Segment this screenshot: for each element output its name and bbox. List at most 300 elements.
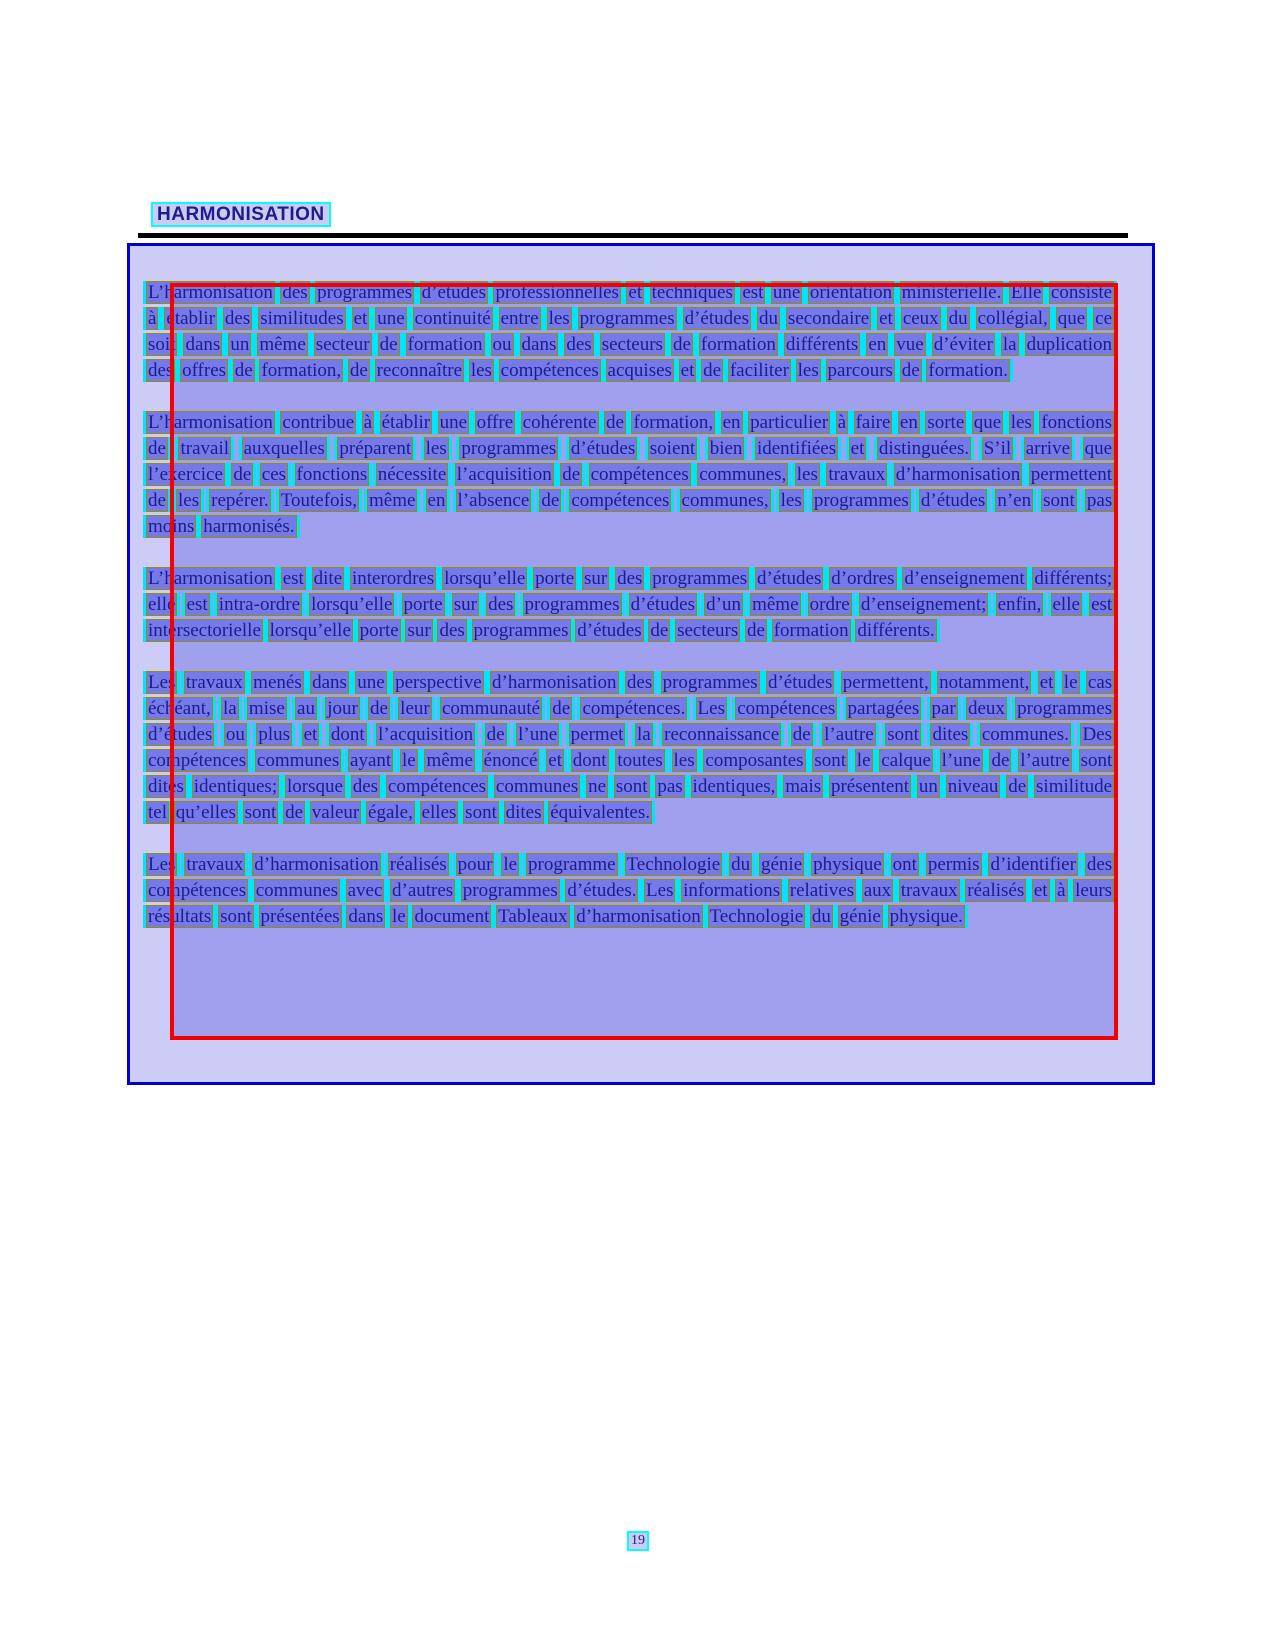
ocr-word-highlight: Technologie — [626, 854, 721, 875]
ocr-word-highlight: dont — [572, 750, 607, 771]
ocr-word-highlight: compétences — [571, 490, 670, 511]
ocr-word-highlight: de — [606, 412, 624, 433]
ocr-word-highlight: d’harmonisation — [895, 464, 1021, 485]
ocr-word-highlight: des — [439, 620, 465, 641]
ocr-word-highlight: mise — [248, 698, 285, 719]
ocr-word-highlight: et — [680, 360, 695, 381]
ocr-word-highlight: programme — [528, 854, 616, 875]
ocr-word-highlight: sont — [244, 802, 277, 823]
ocr-word-highlight: Technologie — [709, 906, 804, 927]
ocr-word-highlight: de — [1008, 776, 1027, 797]
ocr-word-highlight: calque — [881, 750, 931, 771]
ocr-word-highlight: dites — [505, 802, 542, 823]
ocr-word-highlight: valeur — [311, 802, 360, 823]
ocr-word-highlight: dans — [348, 906, 384, 927]
ocr-word-highlight: travail — [180, 438, 230, 459]
ocr-word-highlight: entre — [500, 308, 539, 329]
ocr-word-highlight: présentent — [830, 776, 910, 797]
ocr-word-highlight: le — [1063, 672, 1078, 693]
ocr-word-highlight: l’absence — [457, 490, 530, 511]
ocr-word-highlight: ou — [225, 724, 245, 745]
ocr-word-highlight: communauté — [441, 698, 541, 719]
title-underline-rule — [138, 233, 1128, 238]
ocr-word-highlight: distinguées. — [878, 438, 970, 459]
ocr-word-highlight: différents — [785, 334, 859, 355]
ocr-word-highlight: de — [991, 750, 1010, 771]
ocr-word-highlight: Les — [697, 698, 725, 719]
ocr-word-highlight: sont — [1043, 490, 1075, 511]
ocr-word-highlight: est — [742, 282, 764, 303]
ocr-word-highlight: acquises — [607, 360, 672, 381]
ocr-word-highlight: l’acquisition — [378, 724, 474, 745]
ocr-word-highlight: en — [868, 334, 887, 355]
ocr-word-highlight: la — [1002, 334, 1017, 355]
ocr-word-highlight: établir — [381, 412, 431, 433]
ocr-word-highlight: contribue — [282, 412, 355, 433]
ocr-word-highlight: compétences — [387, 776, 487, 797]
ocr-word-highlight: d’études — [570, 438, 636, 459]
ocr-word-highlight: sont — [887, 724, 919, 745]
ocr-word-highlight: reconnaître — [376, 360, 463, 381]
ocr-word-highlight: dans — [185, 334, 221, 355]
ocr-word-highlight: secteur — [315, 334, 370, 355]
ocr-word-highlight: communes, — [681, 490, 769, 511]
ocr-word-highlight: compétences — [500, 360, 599, 381]
ocr-word-highlight: porte — [403, 594, 443, 615]
ocr-word-highlight: du — [758, 308, 778, 329]
ocr-word-highlight: que — [1084, 438, 1113, 459]
ocr-word-highlight: secondaire — [787, 308, 870, 329]
ocr-word-highlight: en — [722, 412, 741, 433]
ocr-word-highlight: et — [879, 308, 893, 329]
ocr-word-highlight: et — [850, 438, 865, 459]
ocr-word-highlight: jour — [327, 698, 358, 719]
ocr-word-highlight: ordre — [809, 594, 850, 615]
ocr-word-highlight: fonctions — [1041, 412, 1113, 433]
ocr-word-highlight: la — [222, 698, 237, 719]
ocr-word-highlight: particulier — [750, 412, 829, 433]
ocr-word-highlight: collégial, — [977, 308, 1048, 329]
paragraph — [146, 670, 1114, 826]
ocr-word-highlight: une — [772, 282, 801, 303]
ocr-word-highlight: des — [617, 568, 643, 589]
ocr-word-highlight: programmes — [662, 672, 758, 693]
ocr-word-highlight: de — [285, 802, 304, 823]
ocr-word-highlight: ce — [1095, 308, 1113, 329]
ocr-word-highlight: qu’elles — [175, 802, 236, 823]
ocr-word-highlight: Les — [148, 854, 176, 875]
ocr-word-highlight: dites — [148, 776, 184, 797]
ocr-word-highlight: travaux — [185, 672, 243, 693]
ocr-word-highlight: les — [780, 490, 802, 511]
ocr-word-highlight: à — [148, 308, 157, 329]
ocr-word-highlight: intersectorielle — [148, 620, 261, 641]
ocr-word-highlight: d’harmonisation — [254, 854, 379, 875]
ocr-word-highlight: d’études — [421, 282, 486, 303]
ocr-word-highlight: travaux — [828, 464, 886, 485]
ocr-word-highlight: le — [503, 854, 518, 875]
ocr-word-highlight: faire — [855, 412, 891, 433]
ocr-word-highlight: différents; — [1034, 568, 1113, 589]
ocr-word-highlight: programmes — [462, 880, 558, 901]
ocr-word-highlight: en — [427, 490, 446, 511]
ocr-word-highlight: lorsqu’elle — [311, 594, 393, 615]
ocr-word-highlight: d’enseignement; — [860, 594, 987, 615]
ocr-word-highlight: programmes — [652, 568, 748, 589]
ocr-word-highlight: Des — [1082, 724, 1112, 745]
ocr-word-highlight: formation — [700, 334, 776, 355]
ocr-word-highlight: dans — [521, 334, 557, 355]
ocr-word-highlight: d’éviter — [933, 334, 993, 355]
ocr-word-highlight: dans — [312, 672, 347, 693]
ocr-word-highlight: programmes — [317, 282, 413, 303]
ocr-word-highlight: compétences — [737, 698, 836, 719]
ocr-word-highlight: d’études — [630, 594, 696, 615]
ocr-word-highlight: continuité — [414, 308, 491, 329]
ocr-word-highlight: lorsque — [286, 776, 343, 797]
ocr-word-highlight: et — [548, 750, 562, 771]
ocr-word-highlight: fonctions — [296, 464, 368, 485]
ocr-word-highlight: offre — [476, 412, 514, 433]
ocr-word-highlight: présentées — [260, 906, 340, 927]
ocr-word-highlight: d’identifier — [990, 854, 1076, 875]
ocr-word-highlight: repérer. — [211, 490, 269, 511]
ocr-word-highlight: permet — [570, 724, 624, 745]
ocr-word-highlight: une — [377, 308, 405, 329]
ocr-word-highlight: informations — [683, 880, 781, 901]
ocr-word-highlight: de — [747, 620, 765, 641]
ocr-word-highlight: Les — [646, 880, 674, 901]
ocr-word-highlight: vue — [896, 334, 924, 355]
ocr-word-highlight: les — [470, 360, 492, 381]
ocr-word-highlight: programmes — [813, 490, 909, 511]
ocr-word-highlight: L’harmonisation — [148, 412, 273, 433]
ocr-word-highlight: est — [282, 568, 304, 589]
ocr-word-highlight: à — [1057, 880, 1066, 901]
ocr-word-highlight: est — [186, 594, 208, 615]
page-number: 19 — [627, 1531, 649, 1551]
ocr-word-highlight: de — [650, 620, 669, 641]
ocr-word-highlight: programmes — [1017, 698, 1113, 719]
ocr-word-highlight: communes — [256, 750, 340, 771]
ocr-word-highlight: une — [439, 412, 468, 433]
ocr-word-highlight: que — [1057, 308, 1086, 329]
ocr-word-highlight: communes — [255, 880, 339, 901]
ocr-word-highlight: menés — [253, 672, 302, 693]
ocr-word-highlight: de — [349, 360, 368, 381]
ocr-word-highlight: composantes — [705, 750, 804, 771]
ocr-word-highlight: la — [636, 724, 651, 745]
ocr-word-highlight: porte — [535, 568, 575, 589]
ocr-word-highlight: notamment, — [939, 672, 1030, 693]
ocr-word-highlight: orientation — [809, 282, 893, 303]
ocr-word-highlight: d’études — [148, 724, 213, 745]
ocr-word-highlight: S’il — [983, 438, 1012, 459]
ocr-word-highlight: Elle — [1010, 282, 1042, 303]
ocr-word-highlight: sont — [615, 776, 648, 797]
ocr-word-highlight: le — [401, 750, 416, 771]
ocr-word-highlight: même — [752, 594, 799, 615]
ocr-word-highlight: ne — [588, 776, 606, 797]
ocr-word-highlight: sont — [465, 802, 497, 823]
ocr-word-highlight: arrive — [1025, 438, 1071, 459]
ocr-word-highlight: d’études — [757, 568, 822, 589]
ocr-word-highlight: de — [148, 490, 166, 511]
ocr-word-highlight: communes, — [699, 464, 787, 485]
ocr-word-highlight: compétences. — [582, 698, 686, 719]
ocr-word-highlight: techniques — [651, 282, 733, 303]
ocr-word-highlight: enfin, — [997, 594, 1042, 615]
ocr-word-highlight: d’autres — [392, 880, 454, 901]
ocr-word-highlight: de — [672, 334, 691, 355]
ocr-word-highlight: leurs — [1075, 880, 1113, 901]
ocr-word-highlight: formation — [407, 334, 483, 355]
ocr-word-highlight: reconnaissance — [664, 724, 780, 745]
ocr-word-highlight: sont — [1080, 750, 1113, 771]
ocr-word-highlight: de — [148, 438, 166, 459]
ocr-word-highlight: secteurs — [601, 334, 663, 355]
ocr-word-highlight: elle — [1052, 594, 1080, 615]
ocr-word-highlight: les — [178, 490, 200, 511]
text-layer — [146, 280, 1114, 930]
ocr-word-highlight: soient — [649, 438, 696, 459]
ocr-word-highlight: communes — [495, 776, 579, 797]
ocr-word-highlight: d’études — [577, 620, 642, 641]
ocr-word-highlight: compétences — [148, 750, 247, 771]
ocr-word-highlight: aux — [863, 880, 892, 901]
ocr-word-highlight: dites — [932, 724, 969, 745]
ocr-word-highlight: moins — [148, 516, 195, 537]
ocr-word-highlight: de — [486, 724, 505, 745]
ocr-word-highlight: d’un — [706, 594, 741, 615]
ocr-word-highlight: lorsqu’elle — [444, 568, 526, 589]
ocr-word-highlight: en — [899, 412, 918, 433]
ocr-word-highlight: des — [282, 282, 308, 303]
ocr-word-highlight: d’enseignement — [904, 568, 1025, 589]
ocr-word-highlight: identiques; — [193, 776, 278, 797]
ocr-word-highlight: identiques, — [692, 776, 776, 797]
ocr-word-highlight: de — [234, 360, 253, 381]
ocr-word-highlight: intra-ordre — [218, 594, 301, 615]
ocr-word-highlight: l’autre — [1020, 750, 1070, 771]
ocr-word-highlight: est — [1091, 594, 1113, 615]
ocr-word-highlight: d’harmonisation — [492, 672, 617, 693]
ocr-word-highlight: préparent — [339, 438, 412, 459]
ocr-word-highlight: elles — [421, 802, 457, 823]
ocr-word-highlight: que — [973, 412, 1002, 433]
ocr-word-highlight: réalisés — [389, 854, 447, 875]
ocr-word-highlight: de — [541, 490, 560, 511]
ocr-word-highlight: les — [796, 464, 818, 485]
ocr-word-highlight: porte — [359, 620, 399, 641]
ocr-word-highlight: d’études — [767, 672, 833, 693]
ocr-word-highlight: compétences — [590, 464, 689, 485]
ocr-word-highlight: et — [628, 282, 643, 303]
ocr-word-highlight: l’une — [941, 750, 981, 771]
ocr-word-highlight: similitude — [1036, 776, 1113, 797]
ocr-word-highlight: formation. — [928, 360, 1009, 381]
ocr-word-highlight: Toutefois, — [280, 490, 357, 511]
ocr-word-highlight: faciliter — [729, 360, 789, 381]
ocr-word-highlight: sur — [453, 594, 477, 615]
ocr-word-highlight: même — [259, 334, 306, 355]
ocr-word-highlight: des — [352, 776, 379, 797]
ocr-word-highlight: partagées — [847, 698, 920, 719]
ocr-word-highlight: de — [901, 360, 920, 381]
ocr-word-highlight: une — [357, 672, 385, 693]
ocr-word-highlight: Les — [148, 672, 176, 693]
ocr-word-highlight: soit — [148, 334, 176, 355]
ocr-word-highlight: résultats — [148, 906, 212, 927]
ocr-word-highlight: avec — [347, 880, 383, 901]
ocr-word-highlight: interordres — [351, 568, 435, 589]
ocr-word-highlight: physique. — [889, 906, 963, 927]
ocr-word-highlight: différents. — [857, 620, 935, 641]
ocr-word-highlight: communes. — [981, 724, 1069, 745]
ocr-word-highlight: ou — [492, 334, 512, 355]
ocr-word-highlight: du — [731, 854, 751, 875]
ocr-word-highlight: et — [1033, 880, 1048, 901]
paragraph — [146, 852, 1114, 930]
ocr-word-highlight: bien — [709, 438, 743, 459]
paragraph — [146, 280, 1114, 384]
ocr-word-highlight: cohérente — [522, 412, 597, 433]
ocr-word-highlight: équivalentes. — [550, 802, 650, 823]
ocr-word-highlight: programmes — [461, 438, 557, 459]
ocr-word-highlight: offres — [182, 360, 227, 381]
ocr-word-highlight: établir — [166, 308, 215, 329]
ocr-word-highlight: secteurs — [677, 620, 739, 641]
ocr-word-highlight: pas — [1086, 490, 1113, 511]
ocr-word-highlight: un — [230, 334, 250, 355]
ocr-word-highlight: de — [792, 724, 811, 745]
page-title: HARMONISATION — [151, 202, 331, 227]
ocr-word-highlight: formation, — [261, 360, 342, 381]
ocr-word-highlight: nécessite — [377, 464, 447, 485]
ocr-word-highlight: ceux — [902, 308, 939, 329]
ocr-word-highlight: ayant — [350, 750, 392, 771]
ocr-word-highlight: identifiées — [756, 438, 837, 459]
ocr-word-highlight: d’études — [920, 490, 986, 511]
ocr-word-highlight: les — [797, 360, 819, 381]
ocr-word-highlight: compétences — [148, 880, 247, 901]
ocr-word-highlight: sur — [584, 568, 608, 589]
ocr-word-highlight: pour — [457, 854, 493, 875]
paragraph — [146, 410, 1114, 540]
ocr-word-highlight: tel — [148, 802, 167, 823]
ocr-word-highlight: et — [1039, 672, 1054, 693]
ocr-word-highlight: physique — [813, 854, 882, 875]
ocr-word-highlight: travaux — [186, 854, 244, 875]
ocr-word-highlight: de — [562, 464, 581, 485]
ocr-word-highlight: dont — [330, 724, 365, 745]
ocr-word-highlight: programmes — [579, 308, 675, 329]
ocr-word-highlight: similitudes — [260, 308, 344, 329]
ocr-word-highlight: égale, — [368, 802, 413, 823]
ocr-word-highlight: et — [303, 724, 318, 745]
ocr-word-highlight: l’exercice — [148, 464, 223, 485]
ocr-word-highlight: document — [414, 906, 490, 927]
ocr-word-highlight: les — [673, 750, 695, 771]
ocr-word-highlight: énoncé — [483, 750, 538, 771]
ocr-word-highlight: Tableaux — [498, 906, 568, 927]
ocr-word-highlight: L’harmonisation — [148, 282, 273, 303]
ocr-word-highlight: au — [297, 698, 315, 719]
ocr-word-highlight: lorsqu’elle — [269, 620, 351, 641]
ocr-word-highlight: par — [931, 698, 956, 719]
ocr-word-highlight: deux — [967, 698, 1005, 719]
ocr-word-highlight: l’une — [518, 724, 558, 745]
ocr-word-highlight: permettent — [1030, 464, 1113, 485]
ocr-word-highlight: toutes — [617, 750, 663, 771]
ocr-word-highlight: programmes — [473, 620, 569, 641]
ocr-word-highlight: même — [369, 490, 416, 511]
ocr-word-highlight: pas — [657, 776, 683, 797]
ocr-word-highlight: et — [353, 308, 368, 329]
ocr-word-highlight: programmes — [524, 594, 620, 615]
ocr-word-highlight: elle — [148, 594, 176, 615]
ocr-word-highlight: l’autre — [824, 724, 874, 745]
ocr-word-highlight: permis — [927, 854, 980, 875]
ocr-word-highlight: perspective — [395, 672, 482, 693]
paragraph — [146, 566, 1114, 644]
ocr-word-highlight: travaux — [900, 880, 958, 901]
ocr-word-highlight: sur — [407, 620, 431, 641]
ocr-word-highlight: sont — [220, 906, 252, 927]
ocr-word-highlight: même — [426, 750, 473, 771]
ocr-word-highlight: échéant, — [148, 698, 211, 719]
ocr-word-highlight: sont — [814, 750, 847, 771]
ocr-word-highlight: permettent, — [842, 672, 929, 693]
ocr-word-highlight: n’en — [997, 490, 1032, 511]
ocr-word-highlight: des — [224, 308, 251, 329]
ocr-word-highlight: réalisés — [967, 880, 1025, 901]
ocr-word-highlight: de — [379, 334, 398, 355]
ocr-word-highlight: ces — [261, 464, 287, 485]
ocr-word-highlight: niveau — [947, 776, 999, 797]
ocr-word-highlight: d’ordres — [831, 568, 895, 589]
ocr-word-highlight: génie — [761, 854, 803, 875]
ocr-word-highlight: parcours — [827, 360, 893, 381]
ocr-word-highlight: du — [948, 308, 968, 329]
ocr-word-highlight: les — [425, 438, 447, 459]
ocr-word-highlight: le — [391, 906, 406, 927]
ocr-word-highlight: ont — [892, 854, 917, 875]
ocr-word-highlight: ministérielle. — [901, 282, 1002, 303]
ocr-word-highlight: de — [370, 698, 388, 719]
ocr-word-highlight: des — [626, 672, 653, 693]
ocr-word-highlight: leur — [400, 698, 430, 719]
ocr-word-highlight: mais — [785, 776, 822, 797]
ocr-word-highlight: à — [837, 412, 847, 433]
ocr-word-highlight: des — [566, 334, 592, 355]
ocr-word-highlight: de — [703, 360, 722, 381]
ocr-word-highlight: des — [488, 594, 514, 615]
ocr-word-highlight: auxquelles — [243, 438, 325, 459]
ocr-word-highlight: plus — [258, 724, 291, 745]
ocr-word-highlight: dite — [313, 568, 343, 589]
ocr-word-highlight: les — [1010, 412, 1032, 433]
ocr-word-highlight: sorte — [927, 412, 965, 433]
ocr-word-highlight: les — [548, 308, 570, 329]
ocr-word-highlight: formation, — [633, 412, 714, 433]
ocr-word-highlight: d’études — [684, 308, 749, 329]
ocr-word-highlight: L’harmonisation — [148, 568, 273, 589]
ocr-word-highlight: de — [552, 698, 571, 719]
ocr-word-highlight: de — [233, 464, 252, 485]
ocr-word-highlight: à — [363, 412, 373, 433]
ocr-word-highlight: l’acquisition — [456, 464, 552, 485]
